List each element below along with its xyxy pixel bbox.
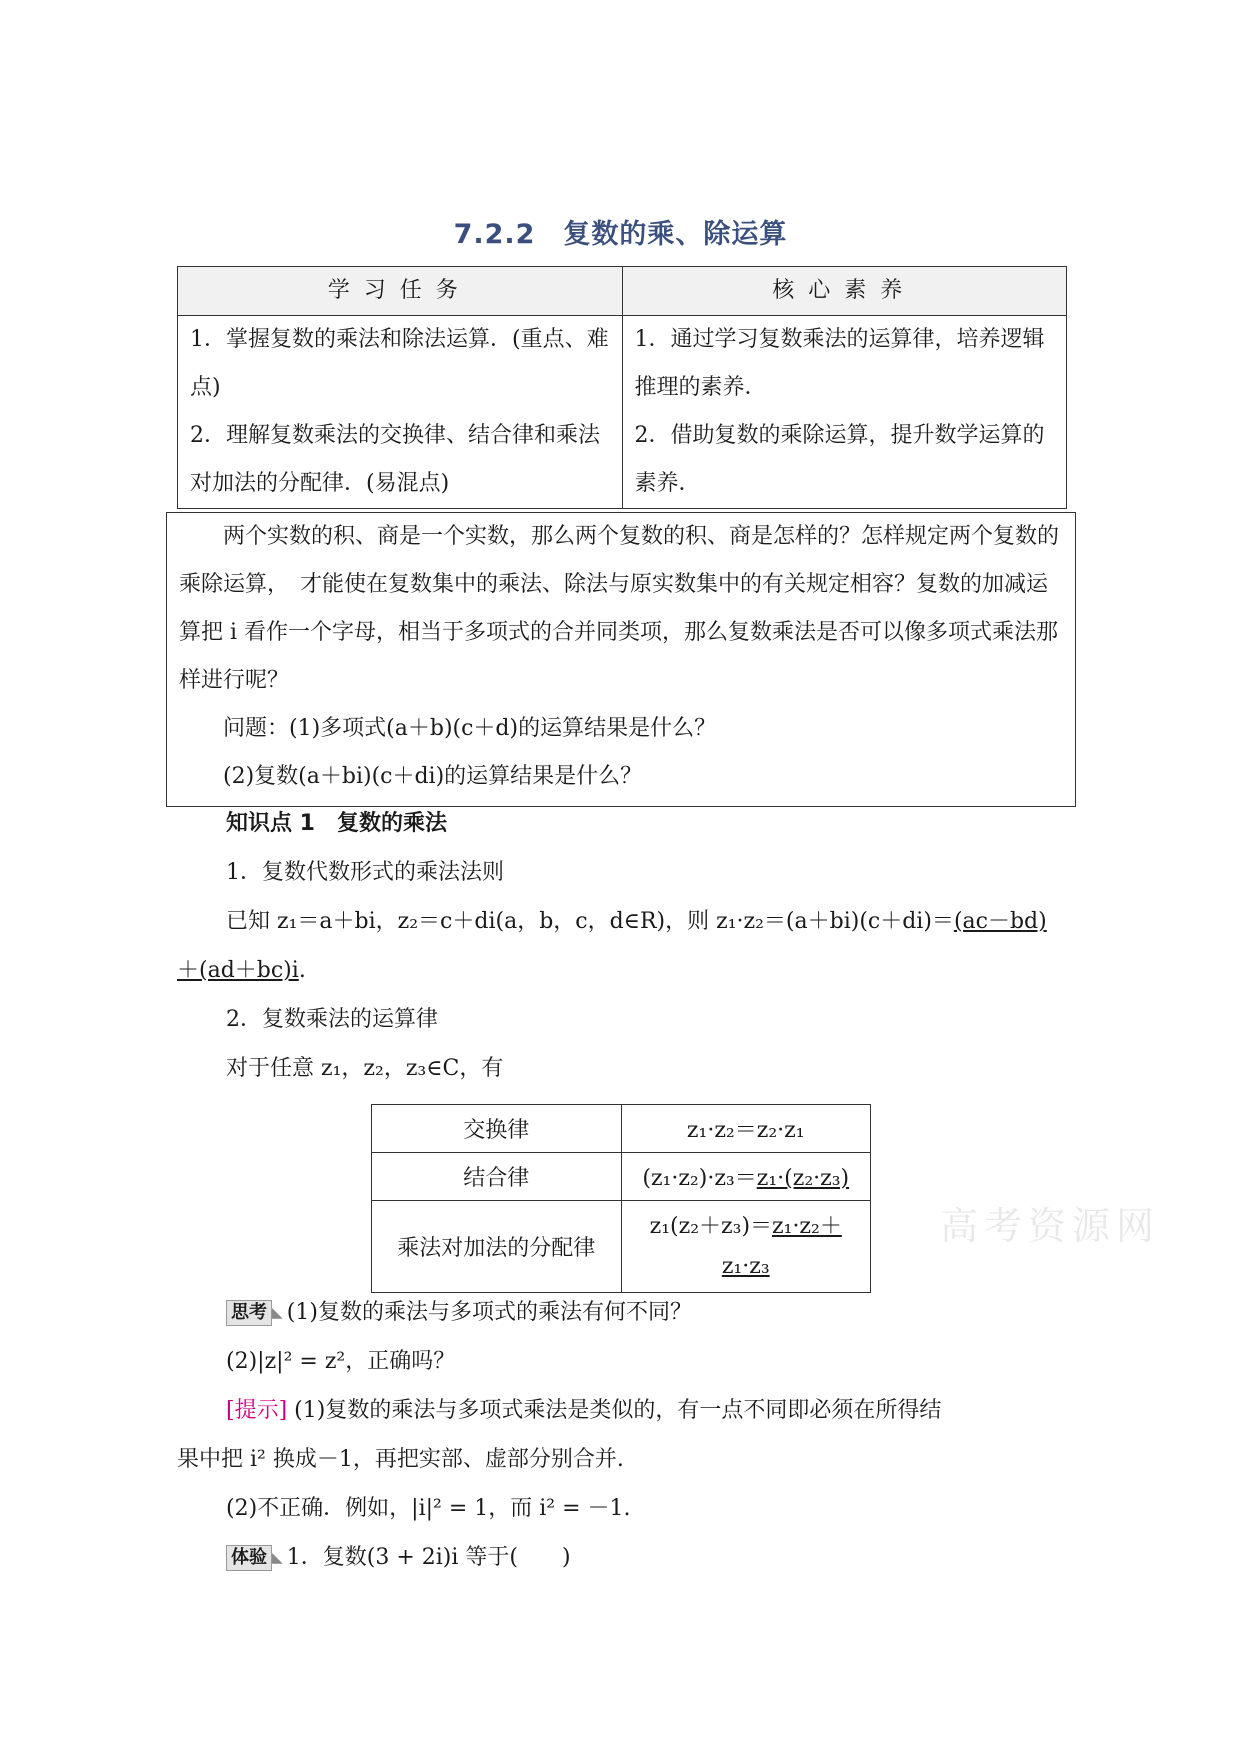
goals-table bbox=[177, 266, 1067, 509]
rule-prefix: 已知 z₁＝a＋bi，z₂＝c＋di(a，b，c，d∈R)，则 z₁·z₂＝(a＋bi)(c＋di)＝ bbox=[226, 909, 954, 934]
knowledge-heading: 知识点 1 复数的乘法 bbox=[226, 811, 447, 836]
for-any-statement: 对于任意 z₁，z₂，z₃∈C，有 bbox=[226, 1056, 504, 1081]
goal-item: 1．掌握复数的乘法和除法运算．(重点、难点) bbox=[190, 327, 609, 400]
knowledge-sub2: 2．复数乘法的运算律 bbox=[226, 1007, 438, 1032]
knowledge-sub1: 1．复数代数形式的乘法法则 bbox=[226, 860, 504, 885]
law-name: 结合律 bbox=[372, 1153, 622, 1201]
law-formula: z₁·z₂＝z₂·z₁ bbox=[621, 1105, 871, 1153]
think-line-1 bbox=[226, 1298, 692, 1328]
law-name: 交换律 bbox=[372, 1105, 622, 1153]
rule-answer-imag: ＋(ad＋bc)i bbox=[177, 958, 299, 983]
rule-continuation: ＋(ad＋bc)i. bbox=[177, 958, 306, 983]
hint-line-1 bbox=[226, 1396, 941, 1426]
hint-tag: [提示] bbox=[226, 1398, 288, 1423]
literacy-item: 1．通过学习复数乘法的运算律，培养逻辑推理的素养． bbox=[634, 327, 1045, 400]
law-formula-prefix: z₁(z₂＋z₃)＝ bbox=[649, 1213, 773, 1239]
goal-item: 2．理解复数乘法的交换律、结合律和乘法对加法的分配律．(易混点) bbox=[190, 423, 600, 496]
multiplication-rule bbox=[226, 907, 1047, 937]
watermark: 高考资源网 bbox=[940, 1204, 1161, 1248]
law-name: 乘法对加法的分配律 bbox=[372, 1201, 622, 1293]
laws-table bbox=[371, 1104, 871, 1293]
intro-question-2: (2)复数(a＋bi)(c＋di)的运算结果是什么？ bbox=[223, 764, 643, 789]
law-formula-answer: z₁·z₃ bbox=[721, 1253, 770, 1279]
hint-text-3: (2)不正确．例如，|i|² = 1，而 i² = －1. bbox=[226, 1496, 631, 1521]
law-formula bbox=[621, 1153, 871, 1201]
goals-header-right: 核心素养 bbox=[622, 267, 1067, 316]
hint-text-2: 果中把 i² 换成－1，再把实部、虚部分别合并. bbox=[177, 1447, 624, 1472]
hint-text-1: (1)复数的乘法与多项式乘法是类似的，有一点不同即必须在所得结 bbox=[294, 1398, 942, 1423]
intro-box bbox=[166, 512, 1076, 807]
law-formula-prefix: (z₁·z₂)·z₃＝ bbox=[642, 1166, 757, 1191]
page-title: 7.2.2 复数的乘、除运算 bbox=[453, 219, 788, 250]
tag-corner-icon: ◣ bbox=[272, 1550, 283, 1566]
intro-question-1: 问题：(1)多项式(a＋b)(c＋d)的运算结果是什么？ bbox=[223, 716, 717, 741]
goals-right-cell bbox=[622, 316, 1067, 509]
practice-line bbox=[226, 1543, 571, 1573]
rule-answer-real: (ac－bd) bbox=[953, 909, 1047, 934]
law-formula-answer: z₁·(z₂·z₃) bbox=[756, 1166, 850, 1191]
tag-corner-icon: ◣ bbox=[272, 1305, 283, 1321]
think-question-1: (1)复数的乘法与多项式的乘法有何不同？ bbox=[286, 1300, 692, 1325]
intro-paragraph: 两个实数的积、商是一个实数，那么两个复数的积、商是怎样的？怎样规定两个复数的乘除运算， 才能使在复数集中的乘法、除法与原实数集中的有关规定相容？复数的加减运算把 i 看作一个字母，相当于多项式的合并同类项，那么复数乘法是否可以像多项式乘法那样进行呢？ bbox=[179, 524, 1060, 693]
goals-left-cell bbox=[178, 316, 623, 509]
think-tag: 思考 bbox=[226, 1300, 272, 1326]
practice-tag: 体验 bbox=[226, 1545, 272, 1571]
practice-question: 1．复数(3 + 2i)i 等于( ) bbox=[286, 1545, 571, 1570]
think-question-2: (2)|z|² = z²，正确吗？ bbox=[226, 1349, 456, 1374]
goals-header-left: 学习任务 bbox=[178, 267, 623, 316]
law-formula-answer: z₁·z₂＋ bbox=[772, 1213, 842, 1239]
literacy-item: 2．借助复数的乘除运算，提升数学运算的素养． bbox=[634, 423, 1045, 496]
law-formula bbox=[621, 1201, 871, 1293]
